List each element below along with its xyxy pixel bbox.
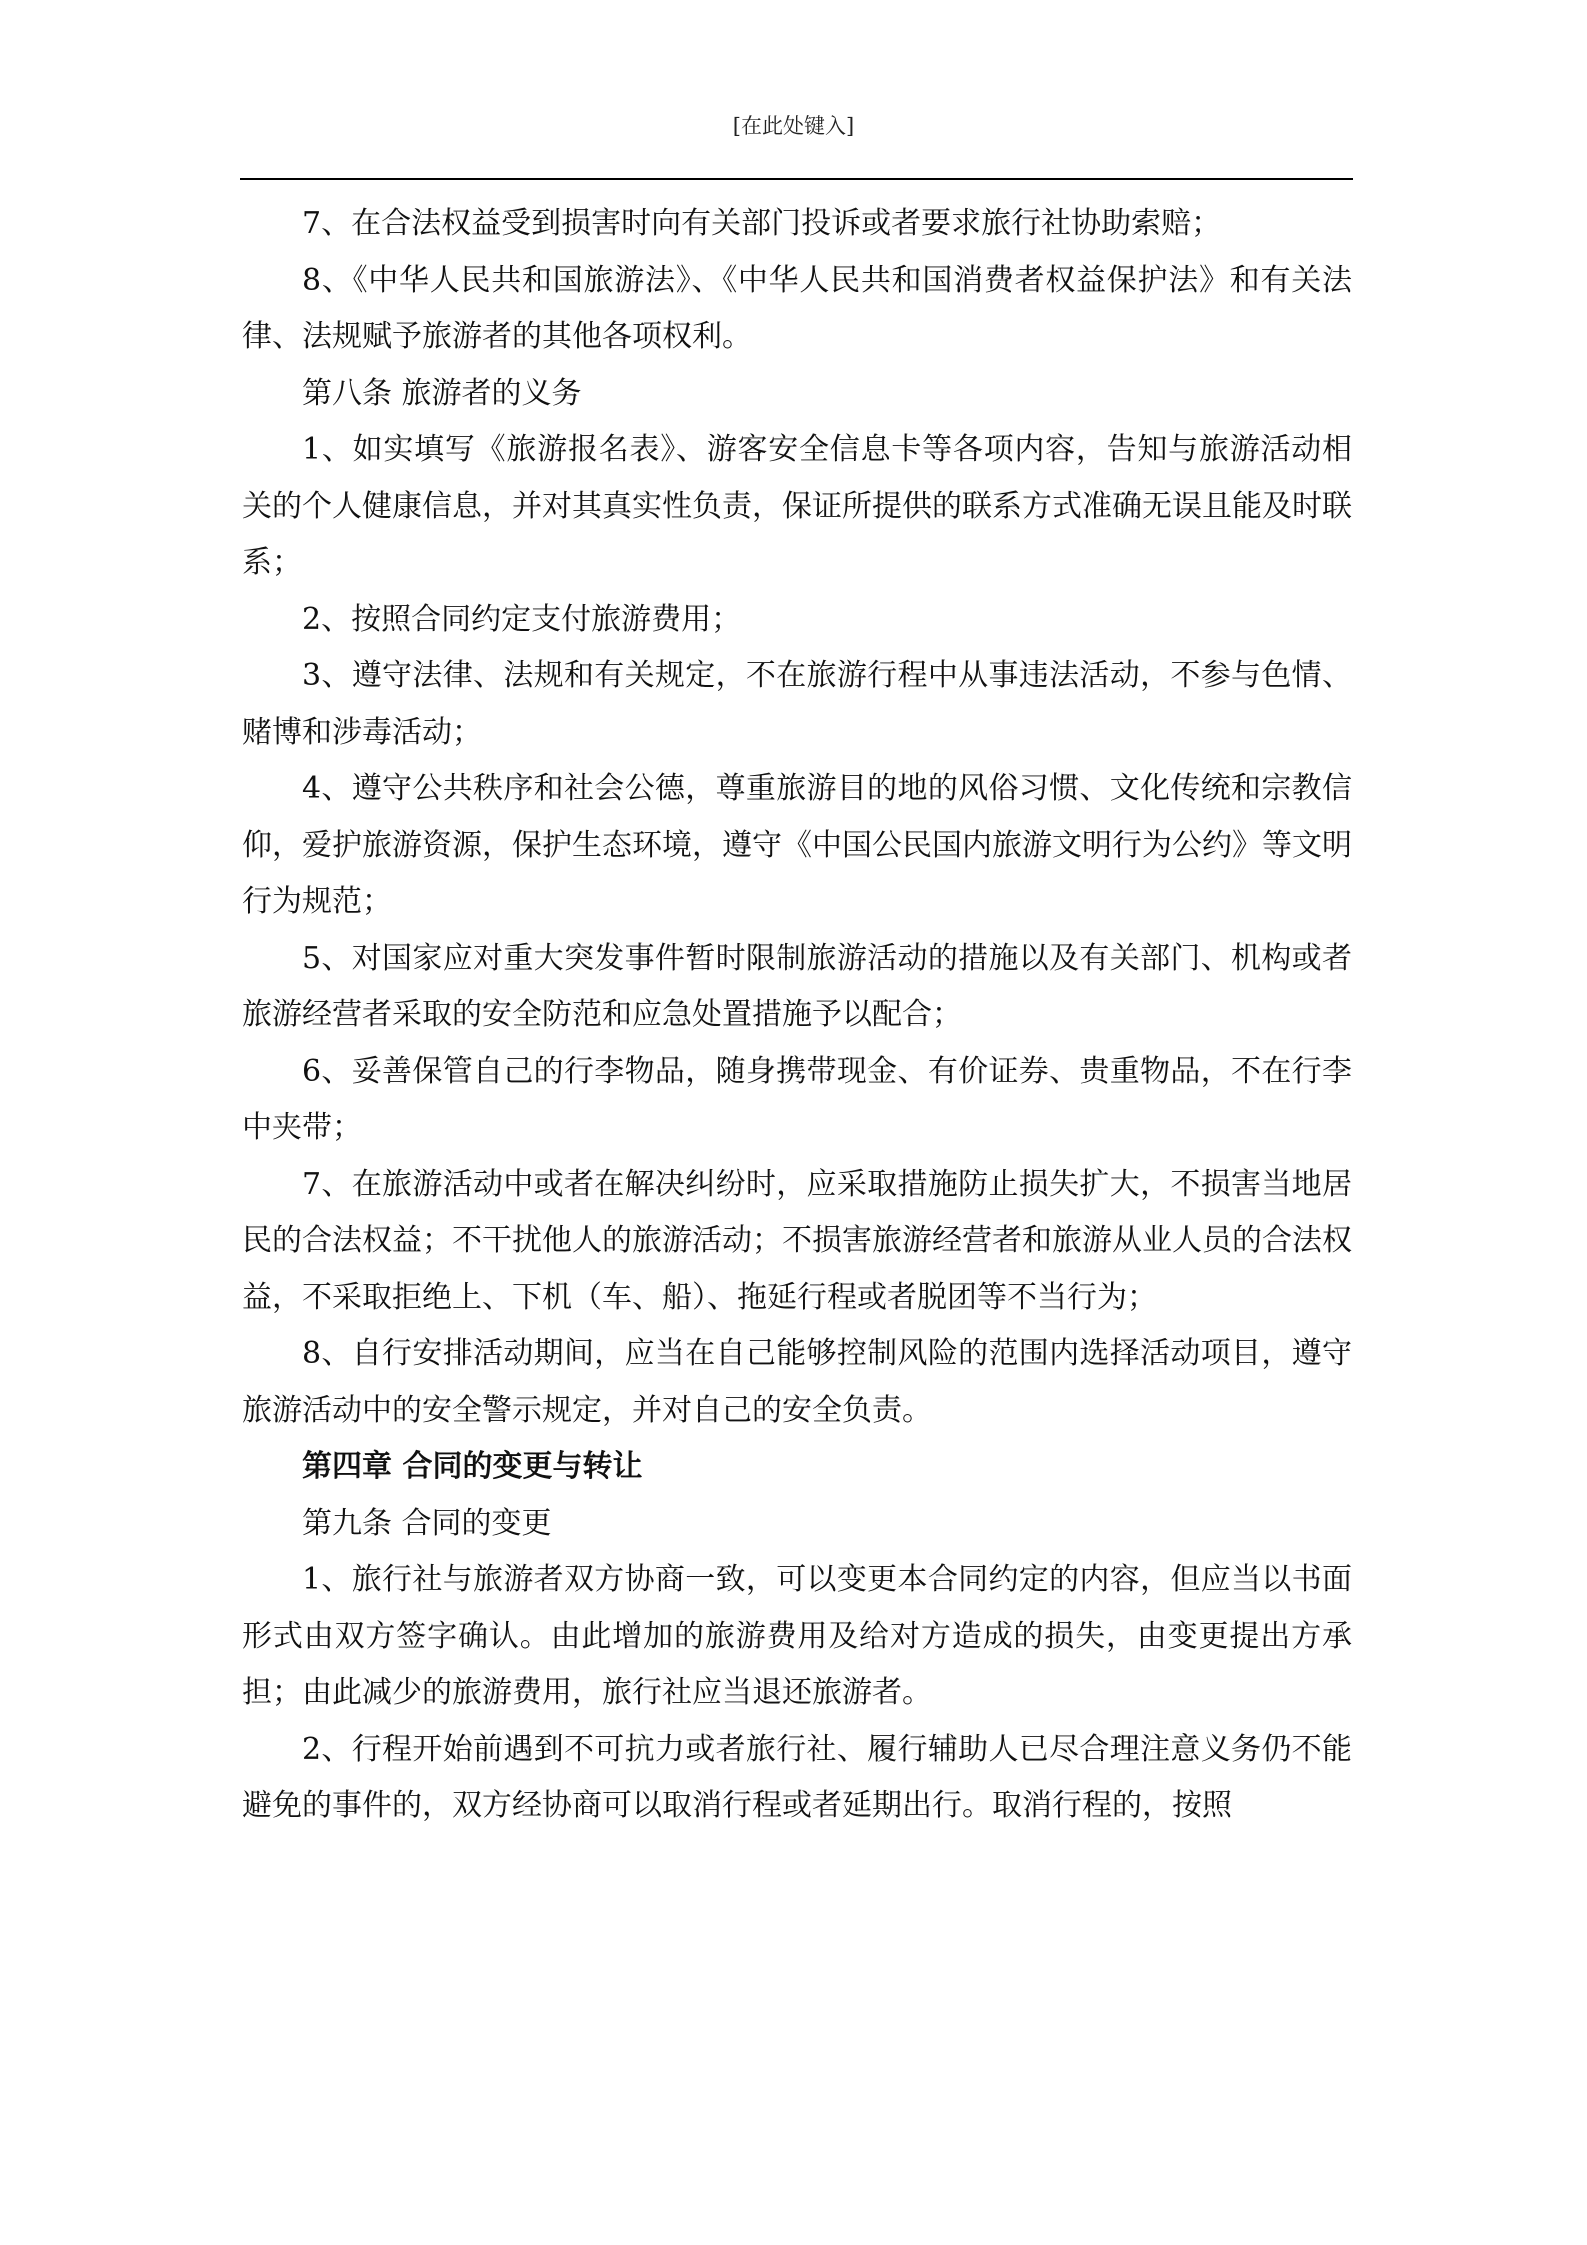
paragraph-duty-6: 6、妥善保管自己的行李物品，随身携带现金、有价证券、贵重物品，不在行李中夹带； [242,1053,1352,1145]
chapter-4-heading: 第四章 合同的变更与转让 [302,1449,643,1484]
paragraph-change-2: 2、行程开始前遇到不可抗力或者旅行社、履行辅助人已尽合理注意义务仍不能避免的事件的，双方经协商可以取消行程或者延期出行。取消行程的，按照 [242,1731,1352,1823]
article-9-heading: 第九条 合同的变更 [302,1505,552,1541]
paragraph-duty-7: 7、在旅游活动中或者在解决纠纷时，应采取措施防止损失扩大，不损害当地居民的合法权益；不干扰他人的旅游活动；不损害旅游经营者和旅游从业人员的合法权益，不采取拒绝上、下机（车、船）、拖延行程或者脱团等不当行为； [242,1166,1352,1315]
header-divider [240,178,1353,180]
paragraph-right-8: 8、《中华人民共和国旅游法》、《中华人民共和国消费者权益保护法》和有关法律、法规赋予旅游者的其他各项权利。 [242,262,1352,354]
paragraph-duty-3: 3、遵守法律、法规和有关规定，不在旅游行程中从事违法活动，不参与色情、赌博和涉毒活动； [242,658,1352,750]
paragraph-right-7: 7、在合法权益受到损害时向有关部门投诉或者要求旅行社协助索赔； [302,206,1222,241]
page-header: [在此处键入] [732,114,855,138]
paragraph-duty-4: 4、遵守公共秩序和社会公德，尊重旅游目的地的风俗习惯、文化传统和宗教信仰，爱护旅游资源，保护生态环境，遵守《中国公民国内旅游文明行为公约》等文明行为规范； [242,771,1352,919]
paragraph-duty-2: 2、按照合同约定支付旅游费用； [302,601,742,637]
paragraph-duty-8: 8、自行安排活动期间，应当在自己能够控制风险的范围内选择活动项目，遵守旅游活动中的安全警示规定，并对自己的安全负责。 [242,1336,1352,1428]
paragraph-change-1: 1、旅行社与旅游者双方协商一致，可以变更本合同约定的内容，但应当以书面形式由双方签字确认。由此增加的旅游费用及给对方造成的损失，由变更提出方承担；由此减少的旅游费用，旅行社应当退还旅游者。 [242,1562,1352,1710]
document-body [242,196,1352,1835]
paragraph-duty-5: 5、对国家应对重大突发事件暂时限制旅游活动的措施以及有关部门、机构或者旅游经营者采取的安全防范和应急处置措施予以配合； [242,940,1352,1032]
article-8-heading: 第八条 旅游者的义务 [302,375,582,411]
paragraph-duty-1: 1、如实填写《旅游报名表》、游客安全信息卡等各项内容，告知与旅游活动相关的个人健康信息，并对其真实性负责，保证所提供的联系方式准确无误且能及时联系； [242,432,1352,580]
